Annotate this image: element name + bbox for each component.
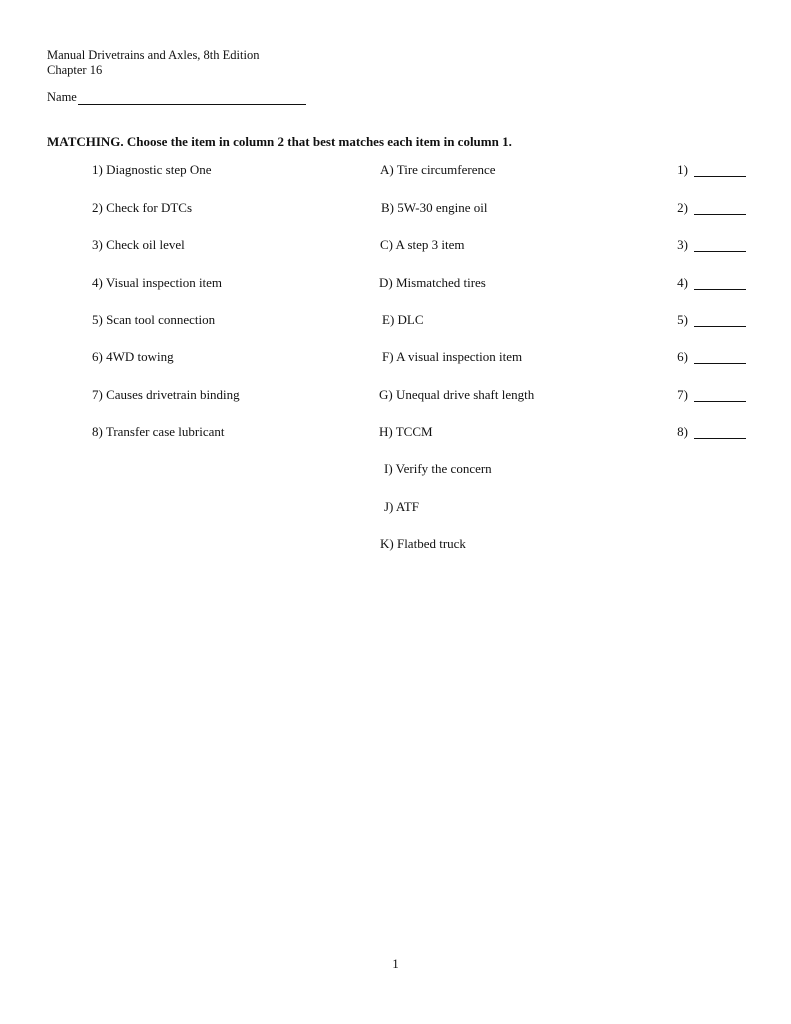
column2-item: B) 5W-30 engine oil <box>381 200 488 215</box>
answer-number: 5) <box>677 312 688 327</box>
column1-item: 5) Scan tool connection <box>92 312 216 327</box>
answer-blank[interactable] <box>694 214 746 215</box>
page-number: 1 <box>392 956 399 971</box>
matching-instructions: MATCHING. Choose the item in column 2 that best matches each item in column 1. <box>47 134 512 149</box>
answer-number: 1) <box>677 162 688 177</box>
chapter-label: Chapter 16 <box>47 63 103 77</box>
answer-number: 8) <box>677 424 688 439</box>
column2-item: G) Unequal drive shaft length <box>379 387 535 402</box>
answer-number: 4) <box>677 275 688 290</box>
column2-item: K) Flatbed truck <box>380 536 466 551</box>
answer-blank[interactable] <box>694 438 746 439</box>
column1-item: 2) Check for DTCs <box>92 200 193 215</box>
column2-item: A) Tire circumference <box>380 162 496 177</box>
answer-number: 7) <box>677 387 688 402</box>
column2-item: I) Verify the concern <box>384 461 492 476</box>
answer-number: 6) <box>677 349 688 364</box>
column1-item: 8) Transfer case lubricant <box>92 424 225 439</box>
name-row <box>47 90 306 105</box>
column1-item: 1) Diagnostic step One <box>92 162 212 177</box>
answer-blank[interactable] <box>694 326 746 327</box>
column1-item: 3) Check oil level <box>92 237 185 252</box>
name-blank-field[interactable] <box>78 92 306 105</box>
column2-item: C) A step 3 item <box>380 237 465 252</box>
column2-item: J) ATF <box>384 499 420 514</box>
answer-blank[interactable] <box>694 289 746 290</box>
column2-item: D) Mismatched tires <box>379 275 486 290</box>
answer-blank[interactable] <box>694 363 746 364</box>
answer-blank[interactable] <box>694 176 746 177</box>
column2-item: H) TCCM <box>379 424 433 439</box>
column1-item: 4) Visual inspection item <box>92 275 223 290</box>
answer-blank[interactable] <box>694 251 746 252</box>
book-title: Manual Drivetrains and Axles, 8th Edition <box>47 48 260 62</box>
name-label: Name <box>47 90 77 104</box>
answer-blank[interactable] <box>694 401 746 402</box>
column2-item: F) A visual inspection item <box>382 349 523 364</box>
answer-number: 3) <box>677 237 688 252</box>
column1-item: 7) Causes drivetrain binding <box>92 387 240 402</box>
answer-number: 2) <box>677 200 688 215</box>
column1-item: 6) 4WD towing <box>92 349 174 364</box>
column2-item: E) DLC <box>382 312 424 327</box>
